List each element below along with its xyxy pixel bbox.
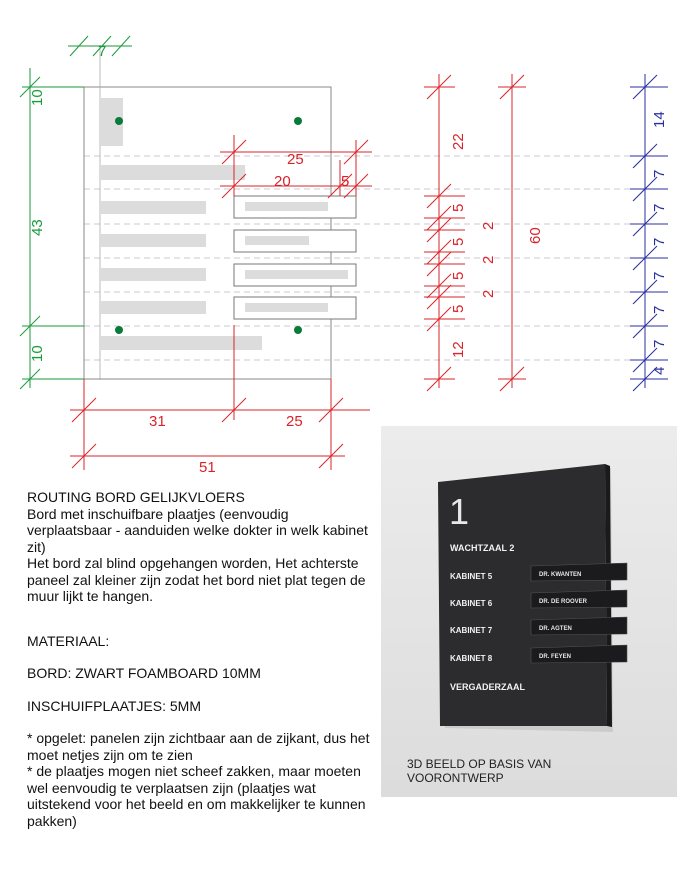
caption-line-1: 3D BEELD OP BASIS VAN [407,757,552,771]
notes-desc-1: Bord met inschuifbare plaatjes (eenvoudig verplaatsbaar - aanduiden welke dokter in welk kabinet zit) [27,505,368,555]
dim-right-bottom: 12 [450,341,467,358]
dim-plate-inset: 5 [341,173,350,190]
dim-right-total: 60 [527,227,544,244]
render-label-kabinet-6: KABINET 6 [450,599,493,608]
render-tag-feyen: DR. FEYEN [539,654,572,660]
dim-bottom-right: 25 [286,413,303,430]
dim-right-5c: 5 [450,271,467,280]
render-panel [381,426,677,797]
dim-bottom-margin: 10 [29,345,46,362]
dim-blue-4: 7 [651,237,668,246]
notes-warning-2: * de plaatjes mogen niet scheef zakken, maar moeten wel eenvoudig te verplaatsen zijn (plaatjes wat uitstekend voor het beeld en om makkelijker te kunnen pakken) [27,763,366,829]
notes [27,489,372,829]
dim-blue-2: 7 [651,169,668,178]
render-label-wachtzaal: WACHTZAAL 2 [450,543,515,553]
render-tag-de-roover: DR. DE ROOVER [539,599,588,605]
dim-blue-1: 14 [651,111,668,128]
dim-plate-visible: 20 [274,173,291,190]
dim-right-2a: 2 [480,221,497,230]
dim-middle: 43 [29,219,46,236]
notes-plates: INSCHUIFPLAATJES: 5MM [27,697,201,714]
dim-right-5d: 5 [450,304,467,313]
reference-lines [84,156,668,360]
render-label-kabinet-7: KABINET 7 [450,626,493,635]
render-number: 1 [449,491,470,532]
dim-blue-3: 7 [651,203,668,212]
render-tag-agten: DR. AGTEN [539,626,572,632]
render-label-kabinet-5: KABINET 5 [450,572,493,581]
dim-top-margin: 10 [29,89,46,106]
dim-plate-overall: 25 [287,151,304,168]
dim-blue-7: 7 [651,339,668,348]
notes-desc-2: Het bord zal blind opgehangen worden, Het achterste paneel zal kleiner zijn zodat het bord niet plat tegen de muur lijkt te hangen. [27,555,366,604]
render-label-kabinet-8: KABINET 8 [450,654,493,663]
dim-blue-8: 4 [651,366,668,375]
dim-right-5a: 5 [450,203,467,212]
dim-right-top: 22 [450,133,467,150]
dim-right-5b: 5 [450,237,467,246]
notes-material-heading: MATERIAAL: [27,632,110,649]
dim-blue-5: 7 [651,271,668,280]
board-render [381,426,677,797]
dim-top-offset: 7 [98,43,107,60]
render-caption [407,757,551,785]
render-tag-kwanten: DR. KWANTEN [539,572,582,578]
dim-bottom-total: 51 [199,459,216,476]
dim-right-2b: 2 [480,255,497,264]
dim-right-2c: 2 [480,289,497,298]
notes-board: BORD: ZWART FOAMBOARD 10MM [27,665,261,681]
notes-title: ROUTING BORD GELIJKVLOERS [27,489,245,505]
render-label-vergaderzaal: VERGADERZAAL [450,682,526,692]
notes-warning-1: * opgelet: panelen zijn zichtbaar aan de zijkant, dus het moet netjes zijn om te zien [27,730,370,763]
dim-blue-6: 7 [651,305,668,314]
caption-line-2: VOORONTWERP [407,771,504,785]
dim-bottom-left: 31 [149,413,166,430]
